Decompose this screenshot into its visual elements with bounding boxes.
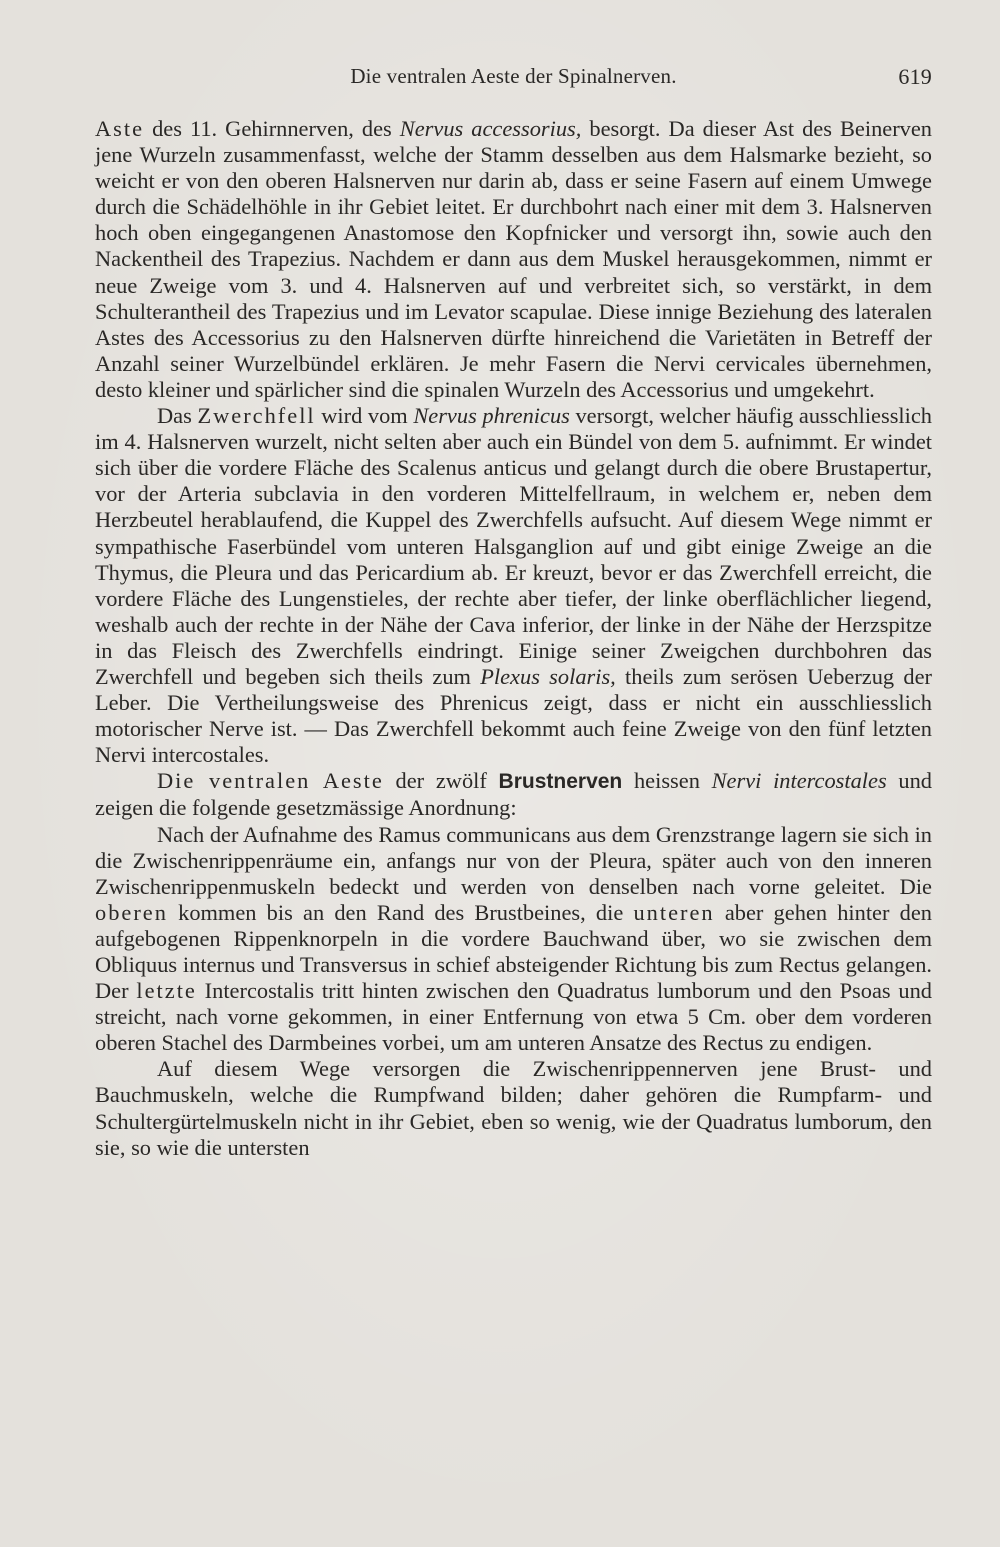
text-run: Nach der Aufnahme des Ramus communicans aus dem Grenzstrange lagern sie sich in die Zwischenrippenräume ein, anfangs nur von der Pleura, später auch von den inneren Zwischenrippenmuskeln bedeckt und werden von denselben nach vorne geleitet. Die [95,821,932,899]
text-run: theils zum serösen Ueberzug der Leber. Die Vertheilungsweise des Phrenicus zeigt, dass er nicht ein ausschliesslich motorischer Nerve ist. — Das Zwerchfell bekommt auch feine Zweige von den fünf letzten Nervi intercostales. [95,663,932,768]
text-run: der zwölf [383,768,499,794]
italic-term: Nervi intercostales [711,768,887,794]
text-run: besorgt. Da dieser Ast des Beinerven jene Wurzeln zusammenfasst, welche der Stamm desselben aus dem Halsmarke bezieht, so weicht er von den oberen Halsnerven nur darin ab, dass er seine Fasern auf einem Umwege durch die Schädelhöhle in ihr Gebiet leitet. Er durchbohrt nach einer mit dem 3. Halsnerven hoch oben eingegangenen Anastomose den Kopfnicker und versorgt ihn, sowie auch den Nackentheil des Trapezius. Nachdem er dann aus dem Muskel herausgekommen, nimmt er neue Zweige vom 3. und 4. Halsnerven auf und verbreitet sich, so verstärkt, in dem Schulterantheil des Trapezius und im Levator scapulae. Diese innige Beziehung des lateralen Astes des Accessorius zu den Halsnerven dürfte hinreichend die Varietäten in Betreff der Anzahl seiner Wurzelbündel erklären. Je mehr Fasern die Nervi cervicales übernehmen, desto kleiner und spärlicher sind die spinalen Wurzeln des Accessorius und umgekehrt. [95,116,932,402]
spaced-word: Zwerchfell [197,403,316,429]
text-run: versorgt, welcher häufig ausschliesslich im 4. Halsnerven wurzelt, nicht selten aber auch ein Bündel von dem 5. aufnimmt. Er windet sich über die vordere Fläche des Scalenus anticus und gelangt durch die obere Brustapertur, vor der Arteria subclavia in den vorderen Mittelfellraum, in welchem er, neben dem Herzbeutel herablaufend, die Kuppel des Zwerchfells aufsucht. Auf diesem Wege nimmt er sympathische Faserbündel vom unteren Halsganglion auf und gibt einige Zweige an die Thymus, die Pleura und das Pericardium ab. Er kreuzt, bevor er das Zwerchfell erreicht, die vordere Fläche des Lungenstieles, der rechte aber tiefer, der linke oberflächlicher liegend, weshalb auch der rechte in der Nähe der Cava inferior, der linke in der Nähe der Herzspitze in das Fleisch des Zwerchfells eindringt. Einige seiner Zweigchen durchbohren das Zwerchfell und begeben sich theils zum [95,403,932,689]
paragraph-zwischenrippennerven [95,1056,932,1160]
text-run: Das [157,403,198,429]
bold-term: Brustnerven [498,770,623,794]
text-run: kommen bis an den Rand des Brustbeines, die [167,899,634,925]
text-run: und zeigen die folgende gesetzmässige Anordnung: [95,768,932,821]
text-run: aber gehen hinter den aufgebogenen Rippenknorpeln in die vordere Bauchwand über, wo sie zwischen dem Obliquus internus und Transversus in schief absteigender Richtung bis zum Rectus gelangen. Der [95,899,932,1004]
text-run: heissen [622,768,712,794]
running-head: Die ventralen Aeste der Spinalnerven. [350,64,677,88]
spaced-word: oberen [95,899,168,925]
paragraph-phrenicus [95,403,932,768]
paragraph-accessorius [95,116,932,403]
spaced-word: Aste [95,116,145,141]
spaced-word: unteren [633,899,715,925]
spaced-word: letzte [136,978,197,1004]
text-run: Intercostalis tritt hinten zwischen den Quadratus lumborum und den Psoas und streicht, nach vorne gekommen, in einer Entfernung von etwa 5 Cm. ober dem vorderen oberen Stachel des Darmbeines vorbei, um am unteren Ansatze des Rectus zu endigen. [95,978,932,1056]
page-number: 619 [898,64,932,89]
italic-term: Plexus solaris, [480,663,616,689]
paragraph-brustnerven [95,768,932,821]
text-run: des 11. Gehirnnerven, des [144,116,400,141]
italic-term: Nervus phrenicus [413,403,570,429]
paragraph-intercostales [95,822,932,1057]
page-header [95,64,932,94]
spaced-word: Die ventralen Aeste [157,768,384,794]
text-run: wird vom [315,403,414,429]
text-run: Auf diesem Wege versorgen die Zwischenrippennerven jene Brust- und Bauchmuskeln, welche die Rumpfwand bilden; daher gehören die Rumpfarm- und Schultergürtelmuskeln nicht in ihr Gebiet, eben so wenig, wie der Quadratus lumborum, den sie, so wie die untersten [95,1056,932,1160]
italic-term: Nervus accessorius, [399,116,582,141]
body-text [95,116,932,1161]
